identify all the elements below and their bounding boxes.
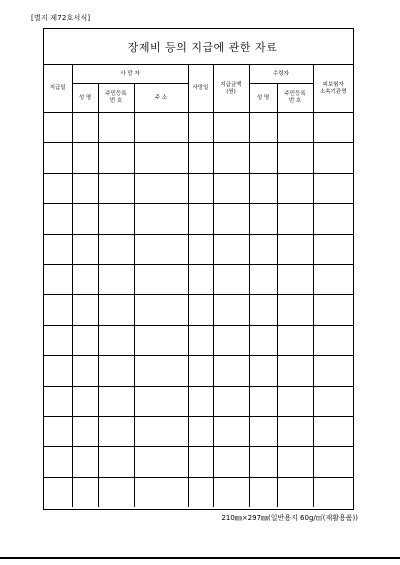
header-deceased: 사 망 자	[72, 65, 188, 84]
table-cell[interactable]	[44, 234, 72, 264]
header-recipient-name: 성 명	[249, 84, 277, 113]
table-cell[interactable]	[72, 416, 98, 446]
table-cell[interactable]	[72, 234, 98, 264]
table-cell[interactable]	[249, 204, 277, 234]
table-cell[interactable]	[98, 386, 134, 416]
table-cell[interactable]	[72, 173, 98, 203]
table-cell[interactable]	[213, 386, 249, 416]
header-insurer-agency: 피보험자 소속기관명	[313, 65, 353, 113]
table-cell[interactable]	[72, 477, 98, 507]
table-cell[interactable]	[188, 234, 213, 264]
table-cell[interactable]	[249, 356, 277, 386]
table-row	[44, 264, 353, 294]
header-payment-date: 지급일	[44, 65, 72, 113]
table-cell[interactable]	[72, 143, 98, 173]
table-cell[interactable]	[188, 264, 213, 294]
table-cell[interactable]	[98, 204, 134, 234]
table-cell[interactable]	[188, 386, 213, 416]
table-cell[interactable]	[134, 477, 188, 507]
table-cell[interactable]	[249, 143, 277, 173]
table-cell[interactable]	[313, 295, 353, 325]
table-cell[interactable]	[313, 447, 353, 477]
table-row	[44, 173, 353, 203]
table-cell[interactable]	[188, 477, 213, 507]
table-cell[interactable]	[249, 416, 277, 446]
table-row	[44, 113, 353, 143]
table-cell[interactable]	[188, 356, 213, 386]
table-row	[44, 234, 353, 264]
table-cell[interactable]	[313, 264, 353, 294]
table-cell[interactable]	[277, 295, 313, 325]
table-cell[interactable]	[249, 113, 277, 143]
table-cell[interactable]	[213, 234, 249, 264]
table-cell[interactable]	[313, 325, 353, 355]
form-number-label: [별지 제72호서식]	[31, 14, 91, 22]
table-cell[interactable]	[72, 356, 98, 386]
table-cell[interactable]	[98, 295, 134, 325]
table-cell[interactable]	[44, 113, 72, 143]
header-recipient-rrn: 주민등록 번 호	[277, 84, 313, 113]
table-cell[interactable]	[249, 234, 277, 264]
table-cell[interactable]	[98, 477, 134, 507]
table-cell[interactable]	[277, 143, 313, 173]
table-cell[interactable]	[188, 204, 213, 234]
table-cell[interactable]	[72, 204, 98, 234]
table-cell[interactable]	[188, 447, 213, 477]
table-cell[interactable]	[44, 447, 72, 477]
table-cell[interactable]	[44, 356, 72, 386]
table-cell[interactable]	[72, 325, 98, 355]
table-cell[interactable]	[249, 386, 277, 416]
table-cell[interactable]	[134, 447, 188, 477]
table-cell[interactable]	[98, 264, 134, 294]
table-cell[interactable]	[98, 173, 134, 203]
table-cell[interactable]	[98, 416, 134, 446]
header-deceased-name: 성 명	[72, 84, 98, 113]
table-cell[interactable]	[277, 113, 313, 143]
table-cell[interactable]	[213, 325, 249, 355]
table-cell[interactable]	[134, 204, 188, 234]
table-cell[interactable]	[249, 325, 277, 355]
table-cell[interactable]	[313, 234, 353, 264]
table-cell[interactable]	[134, 416, 188, 446]
table-cell[interactable]	[213, 356, 249, 386]
header-recipient: 수령자	[249, 65, 313, 84]
table-cell[interactable]	[134, 356, 188, 386]
table-cell[interactable]	[44, 325, 72, 355]
table-cell[interactable]	[313, 416, 353, 446]
table-cell[interactable]	[249, 477, 277, 507]
table-cell[interactable]	[313, 113, 353, 143]
table-cell[interactable]	[98, 234, 134, 264]
table-cell[interactable]	[277, 264, 313, 294]
table-cell[interactable]	[213, 295, 249, 325]
table-cell[interactable]	[213, 477, 249, 507]
table-cell[interactable]	[313, 173, 353, 203]
table-cell[interactable]	[213, 143, 249, 173]
table-cell[interactable]	[188, 416, 213, 446]
table-cell[interactable]	[72, 113, 98, 143]
table-cell[interactable]	[277, 416, 313, 446]
table-cell[interactable]	[213, 204, 249, 234]
table-cell[interactable]	[188, 113, 213, 143]
table-row	[44, 416, 353, 446]
table-cell[interactable]	[277, 386, 313, 416]
table-cell[interactable]	[277, 477, 313, 507]
header-payment-amount: 지급금액 (원)	[213, 65, 249, 113]
table-cell[interactable]	[44, 477, 72, 507]
table-cell[interactable]	[213, 173, 249, 203]
table-cell[interactable]	[44, 143, 72, 173]
table-cell[interactable]	[313, 386, 353, 416]
table-cell[interactable]	[188, 325, 213, 355]
table-cell[interactable]	[134, 386, 188, 416]
table-cell[interactable]	[72, 386, 98, 416]
form-title: 장제비 등의 지급에 관한 자료	[44, 29, 353, 65]
table-cell[interactable]	[277, 447, 313, 477]
table-cell[interactable]	[134, 325, 188, 355]
paper-spec-note: 210㎜×297㎜(일반용지 60g/㎡(재활용품))	[221, 514, 358, 522]
table-cell[interactable]	[44, 295, 72, 325]
table-row	[44, 386, 353, 416]
table-cell[interactable]	[72, 264, 98, 294]
table-cell[interactable]	[249, 264, 277, 294]
table-row	[44, 295, 353, 325]
table-cell[interactable]	[277, 356, 313, 386]
table-cell[interactable]	[313, 356, 353, 386]
table-cell[interactable]	[313, 143, 353, 173]
table-cell[interactable]	[249, 447, 277, 477]
table-cell[interactable]	[134, 234, 188, 264]
table-cell[interactable]	[277, 204, 313, 234]
table-cell[interactable]	[98, 356, 134, 386]
table-cell[interactable]	[134, 173, 188, 203]
table-cell[interactable]	[44, 264, 72, 294]
table-row	[44, 204, 353, 234]
form-frame	[43, 28, 354, 510]
table-cell[interactable]	[72, 295, 98, 325]
table-row	[44, 143, 353, 173]
table-row	[44, 477, 353, 507]
table-cell[interactable]	[44, 204, 72, 234]
header-death-date: 사망일	[188, 65, 213, 113]
table-cell[interactable]	[44, 416, 72, 446]
table-cell[interactable]	[313, 204, 353, 234]
table-cell[interactable]	[313, 477, 353, 507]
table-cell[interactable]	[249, 173, 277, 203]
table-cell[interactable]	[277, 173, 313, 203]
table-cell[interactable]	[44, 173, 72, 203]
payment-records-table	[44, 65, 353, 507]
table-cell[interactable]	[188, 295, 213, 325]
table-cell[interactable]	[188, 143, 213, 173]
table-cell[interactable]	[188, 173, 213, 203]
table-cell[interactable]	[134, 113, 188, 143]
table-cell[interactable]	[98, 143, 134, 173]
table-cell[interactable]	[72, 447, 98, 477]
table-cell[interactable]	[249, 295, 277, 325]
table-row	[44, 447, 353, 477]
table-cell[interactable]	[277, 234, 313, 264]
page-bottom-rule	[0, 557, 400, 559]
table-cell[interactable]	[134, 264, 188, 294]
table-cell[interactable]	[98, 325, 134, 355]
table-cell[interactable]	[213, 416, 249, 446]
table-cell[interactable]	[213, 264, 249, 294]
table-cell[interactable]	[98, 113, 134, 143]
table-row	[44, 356, 353, 386]
header-deceased-rrn: 주민등록 번 호	[98, 84, 134, 113]
table-cell[interactable]	[213, 447, 249, 477]
table-cell[interactable]	[98, 447, 134, 477]
header-deceased-address: 주 소	[134, 84, 188, 113]
table-cell[interactable]	[134, 295, 188, 325]
table-cell[interactable]	[134, 143, 188, 173]
table-row	[44, 325, 353, 355]
table-cell[interactable]	[44, 386, 72, 416]
table-cell[interactable]	[213, 113, 249, 143]
table-cell[interactable]	[277, 325, 313, 355]
